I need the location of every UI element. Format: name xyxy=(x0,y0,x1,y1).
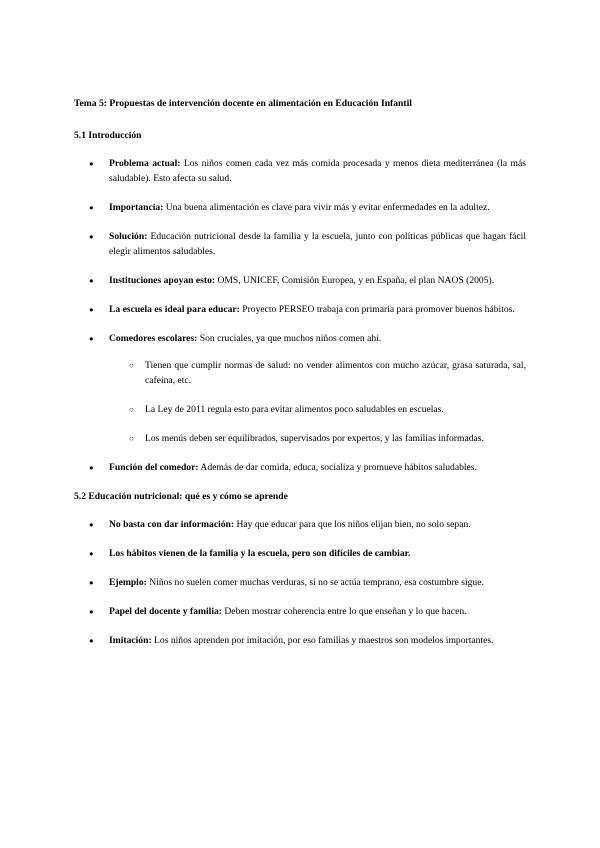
list-item xyxy=(74,156,526,186)
list-item xyxy=(74,633,526,648)
comedores-sublist xyxy=(109,358,526,446)
list-item xyxy=(74,575,526,590)
list-item xyxy=(74,229,526,259)
item-text: Deben mostrar coherencia entre lo que enseñan y lo que hacen. xyxy=(221,606,467,617)
sub-list-item: ○ La Ley de 2011 regula esto para evitar alimentos poco saludables en escuelas. xyxy=(109,402,526,417)
item-label: Ejemplo: xyxy=(109,577,147,588)
document-page xyxy=(74,96,526,662)
item-text: OMS, UNICEF, Comisión Europea, y en España, el plan NAOS (2005). xyxy=(215,275,495,286)
item-label: Función del comedor: xyxy=(109,462,199,473)
item-text: Además de dar comida, educa, socializa y promueve hábitos saludables. xyxy=(198,462,477,473)
page-title: Tema 5: Propuestas de intervención docente en alimentación en Educación Infantil xyxy=(74,98,412,109)
item-text: Los niños comen cada vez más comida procesada y menos dieta mediterránea (la más saludable). Esto afecta su salud. xyxy=(109,158,527,184)
list-item xyxy=(74,273,526,288)
section-heading-introduccion: 5.1 Introducción xyxy=(74,130,142,141)
list-item xyxy=(74,517,526,532)
item-label: Papel del docente y familia: xyxy=(109,606,222,617)
item-text: Educación nutricional desde la familia y la escuela, junto con políticas públicas que hagan fácil elegir alimentos saludables. xyxy=(109,231,526,257)
list-item xyxy=(74,200,526,215)
item-label: La escuela es ideal para educar: xyxy=(109,304,240,315)
item-text: Hay que educar para que los niños elijan bien, no solo sepan. xyxy=(234,519,471,530)
item-text: Los niños aprenden por imitación, por eso familias y maestros son modelos importantes. xyxy=(151,635,494,646)
introduccion-list xyxy=(74,156,526,475)
item-label: Comedores escolares: xyxy=(109,333,198,344)
list-item xyxy=(74,460,526,475)
item-text: Niños no suelen comer muchas verduras, si no se actúa temprano, esa costumbre sigue. xyxy=(146,577,484,588)
educacion-nutricional-list xyxy=(74,517,526,648)
list-item xyxy=(74,546,526,561)
item-label: Imitación: xyxy=(109,635,152,646)
item-label: Los hábitos vienen de la familia y la escuela, pero son difíciles de cambiar. xyxy=(109,548,411,559)
item-label: Solución: xyxy=(109,231,148,242)
item-text: Proyecto PERSEO trabaja con primaria para promover buenos hábitos. xyxy=(239,304,515,315)
section-heading-educacion-nutricional: 5.2 Educación nutricional: qué es y cómo se aprende xyxy=(74,491,288,502)
list-item xyxy=(74,331,526,446)
item-text: Una buena alimentación es clave para vivir más y evitar enfermedades en la adultez. xyxy=(163,202,490,213)
list-item xyxy=(74,604,526,619)
item-label: No basta con dar información: xyxy=(109,519,235,530)
sub-list-item: ○ Tienen que cumplir normas de salud: no vender alimentos con mucho azúcar, grasa saturada, sal, cafeína, etc. xyxy=(109,358,526,388)
item-label: Problema actual: xyxy=(109,158,181,169)
list-item xyxy=(74,302,526,317)
item-text: Son cruciales, ya que muchos niños comen ahí. xyxy=(197,333,382,344)
item-label: Importancia: xyxy=(109,202,164,213)
item-label: Instituciones apoyan esto: xyxy=(109,275,216,286)
sub-list-item: ○ Los menús deben ser equilibrados, supervisados por expertos, y las familias informadas. xyxy=(109,431,526,446)
